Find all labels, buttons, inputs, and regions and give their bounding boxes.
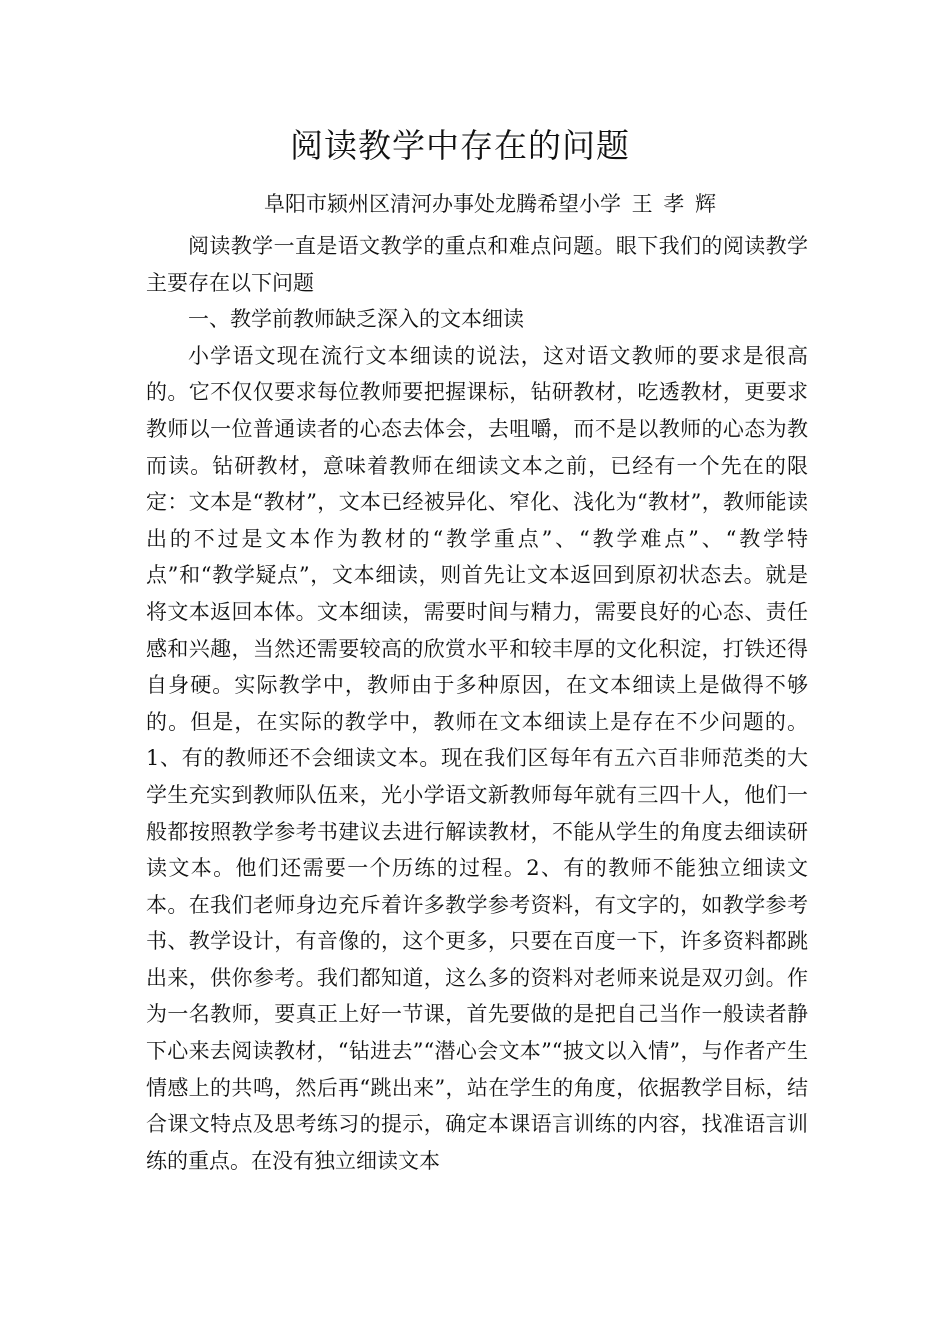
section-heading: 一、教学前教师缺乏深入的文本细读	[188, 307, 524, 332]
document-body	[146, 228, 808, 1179]
document-title: 阅读教学中存在的问题	[290, 126, 630, 165]
author-line: 阜阳市颍州区清河办事处龙腾希望小学 王 孝 辉	[263, 192, 717, 216]
paragraph-main: 小学语文现在流行文本细读的说法，这对语文教师的要求是很高的。它不仅仅要求每位教师要把握课标，钻研教材，吃透教材，更要求教师以一位普通读者的心态去体会，去咀嚼，而不是以教师的心态为教而读。钻研教材，意味着教师在细读文本之前，已经有一个先在的限定：文本是“教材”，文本已经被异化、窄化、浅化为“教材”，教师能读出的不过是文本作为教材的“教学重点”、“教学难点”、“教学特点”和“教学疑点”，文本细读，则首先让文本返回到原初状态去。就是将文本返回本体。文本细读，需要时间与精力，需要良好的心态、责任感和兴趣，当然还需要较高的欣赏水平和较丰厚的文化积淀，打铁还得自身硬。实际教学中，教师由于多种原因，在文本细读上是做得不够的。但是，在实际的教学中，教师在文本细读上是存在不少问题的。1、有的教师还不会细读文本。现在我们区每年有五六百非师范类的大学生充实到教师队伍来，光小学语文新教师每年就有三四十人，他们一般都按照教学参考书建议去进行解读教材，不能从学生的角度去细读研读文本。他们还需要一个历练的过程。2、有的教师不能独立细读文本。在我们老师身边充斥着许多教学参考资料，有文字的，如教学参考书、教学设计，有音像的，这个更多，只要在百度一下，许多资料都跳出来，供你参考。我们都知道，这么多的资料对老师来说是双刃剑。作为一名教师，要真正上好一节课，首先要做的是把自己当作一般读者静下心来去阅读教材，“钻进去”“潜心会文本”“披文以入情”，与作者产生情感上的共鸣，然后再“跳出来”，站在学生的角度，依据教学目标，结合课文特点及思考练习的提示，确定本课语言训练的内容，找准语言训练的重点。在没有独立细读文本	[146, 343, 808, 1173]
paragraph-intro: 阅读教学一直是语文教学的重点和难点问题。眼下我们的阅读教学主要存在以下问题	[146, 234, 808, 295]
